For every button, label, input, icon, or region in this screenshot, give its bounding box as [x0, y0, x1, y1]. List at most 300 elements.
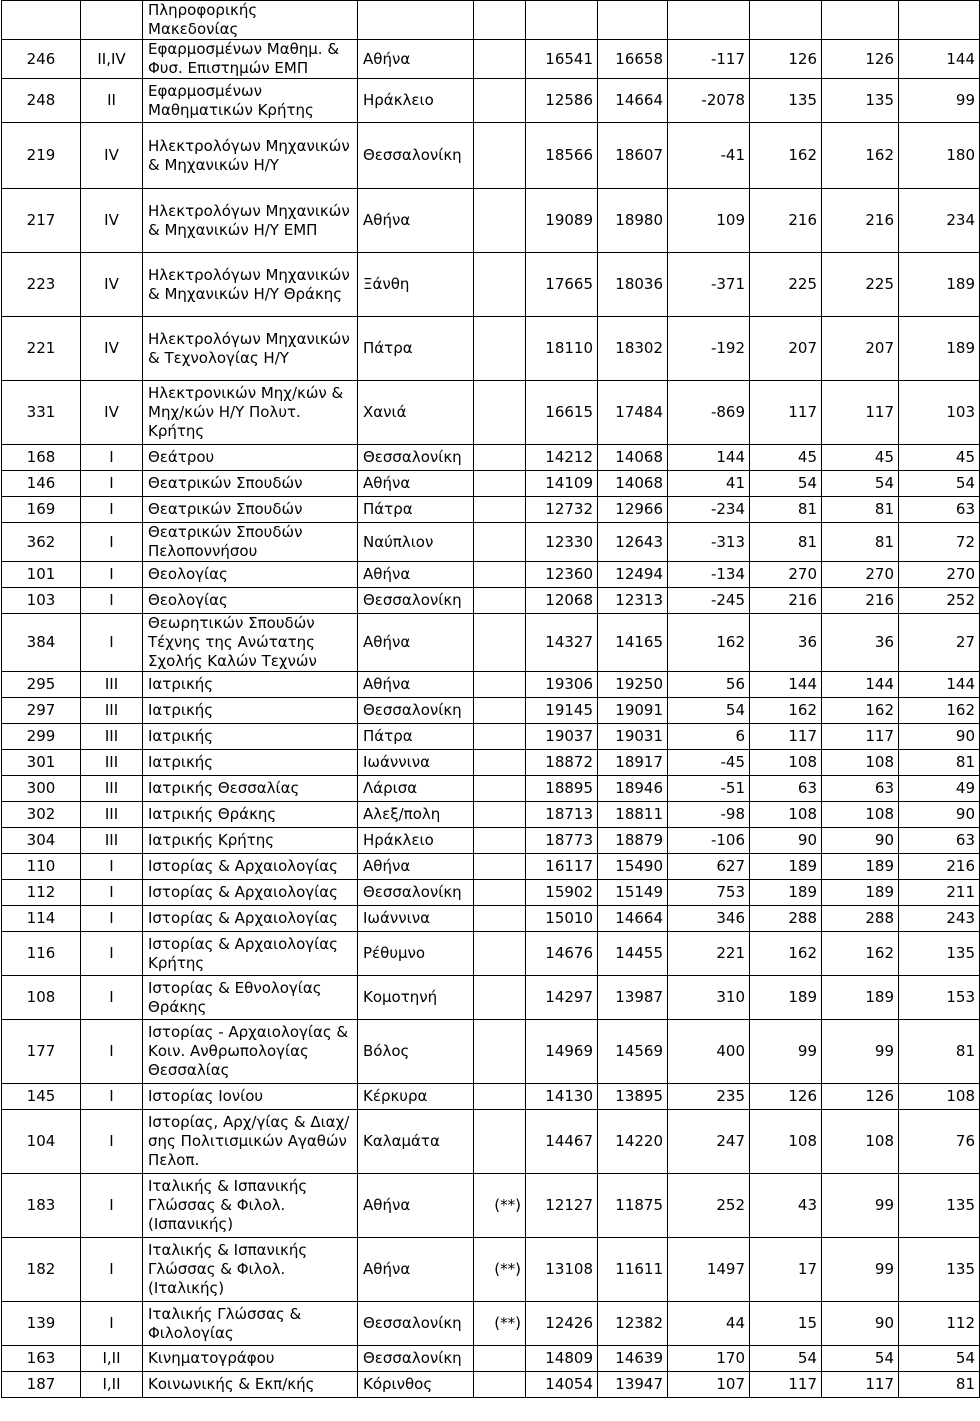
- row-note: [474, 189, 526, 253]
- row-department: Ηλεκτρολόγων Μηχανικών & Μηχανικών Η/Υ ΕΜΠ: [143, 189, 358, 253]
- row-places: 189: [750, 880, 822, 906]
- row-total-places: 135: [822, 79, 899, 123]
- table-row: [2, 828, 980, 854]
- row-code: 297: [2, 698, 81, 724]
- row-score-old: 14569: [598, 1020, 668, 1084]
- row-code: 362: [2, 523, 81, 562]
- table-row: [2, 1020, 980, 1084]
- row-entered: 54: [899, 471, 980, 497]
- row-code: 300: [2, 776, 81, 802]
- row-city: Κέρκυρα: [358, 1084, 474, 1110]
- table-row: [2, 1, 980, 40]
- row-places: 54: [750, 471, 822, 497]
- row-entered: 135: [899, 1238, 980, 1302]
- row-code: 221: [2, 317, 81, 381]
- row-note: [474, 1372, 526, 1398]
- row-code: 112: [2, 880, 81, 906]
- row-note: [474, 1110, 526, 1174]
- table-row: [2, 750, 980, 776]
- row-places: 270: [750, 562, 822, 588]
- row-code: 183: [2, 1174, 81, 1238]
- table-row: [2, 1372, 980, 1398]
- row-score-diff: 400: [668, 1020, 750, 1084]
- row-places: 189: [750, 854, 822, 880]
- row-department: Θεολογίας: [143, 588, 358, 614]
- row-score-new: 12330: [526, 523, 598, 562]
- table-row: [2, 932, 980, 976]
- row-places: 216: [750, 189, 822, 253]
- row-entered: 211: [899, 880, 980, 906]
- row-places: 207: [750, 317, 822, 381]
- row-note: [474, 802, 526, 828]
- row-score-new: 19037: [526, 724, 598, 750]
- row-note: [474, 932, 526, 976]
- row-total-places: [822, 1, 899, 40]
- row-score-diff: 247: [668, 1110, 750, 1174]
- row-entered: 81: [899, 1372, 980, 1398]
- row-score-new: 14297: [526, 976, 598, 1020]
- row-score-diff: -45: [668, 750, 750, 776]
- table-row: [2, 1346, 980, 1372]
- row-field: I: [81, 854, 143, 880]
- row-code: 331: [2, 381, 81, 445]
- row-department: Ιστορίας & Εθνολογίας Θράκης: [143, 976, 358, 1020]
- row-city: Ηράκλειο: [358, 828, 474, 854]
- row-note: [474, 1020, 526, 1084]
- row-score-new: 14130: [526, 1084, 598, 1110]
- row-places: 81: [750, 497, 822, 523]
- table-row: [2, 317, 980, 381]
- row-score-diff: 627: [668, 854, 750, 880]
- row-note: [474, 381, 526, 445]
- row-score-new: 16117: [526, 854, 598, 880]
- row-score-diff: 44: [668, 1302, 750, 1346]
- row-entered: 234: [899, 189, 980, 253]
- row-score-diff: -134: [668, 562, 750, 588]
- row-entered: 144: [899, 672, 980, 698]
- row-field: II: [81, 79, 143, 123]
- table-row: [2, 79, 980, 123]
- row-department: Ιατρικής Θράκης: [143, 802, 358, 828]
- row-note: [474, 317, 526, 381]
- row-total-places: 189: [822, 976, 899, 1020]
- row-city: Θεσσαλονίκη: [358, 698, 474, 724]
- row-note: [474, 523, 526, 562]
- row-department: Ιατρικής: [143, 724, 358, 750]
- row-score-old: 13987: [598, 976, 668, 1020]
- row-city: Ξάνθη: [358, 253, 474, 317]
- row-score-diff: 6: [668, 724, 750, 750]
- row-score-new: 14327: [526, 614, 598, 672]
- row-code: [2, 1, 81, 40]
- row-city: Ιωάννινα: [358, 750, 474, 776]
- row-city: Αθήνα: [358, 562, 474, 588]
- row-code: 384: [2, 614, 81, 672]
- row-field: I: [81, 880, 143, 906]
- row-city: Θεσσαλονίκη: [358, 880, 474, 906]
- row-places: 99: [750, 1020, 822, 1084]
- row-score-new: 14969: [526, 1020, 598, 1084]
- row-score-diff: 109: [668, 189, 750, 253]
- row-score-old: 18980: [598, 189, 668, 253]
- row-score-old: 18946: [598, 776, 668, 802]
- row-total-places: 117: [822, 1372, 899, 1398]
- row-note: [474, 854, 526, 880]
- row-department: Θεατρικών Σπουδών: [143, 497, 358, 523]
- row-total-places: 63: [822, 776, 899, 802]
- row-entered: 81: [899, 1020, 980, 1084]
- row-note: [474, 1, 526, 40]
- row-code: 163: [2, 1346, 81, 1372]
- row-department: Ιταλικής & Ισπανικής Γλώσσας & Φιλολ.(Ιταλικής): [143, 1238, 358, 1302]
- row-field: II,IV: [81, 40, 143, 79]
- row-department: Ιατρικής: [143, 672, 358, 698]
- row-department: Ιστορίας, Αρχ/γίας & Διαχ/σης Πολιτισμικών Αγαθών Πελοπ.: [143, 1110, 358, 1174]
- table-row: [2, 523, 980, 562]
- row-total-places: 270: [822, 562, 899, 588]
- row-total-places: 144: [822, 672, 899, 698]
- row-places: 162: [750, 932, 822, 976]
- row-code: 114: [2, 906, 81, 932]
- row-note: [474, 672, 526, 698]
- table-row: [2, 40, 980, 79]
- row-score-old: 16658: [598, 40, 668, 79]
- row-entered: 189: [899, 317, 980, 381]
- row-score-old: 11611: [598, 1238, 668, 1302]
- row-score-diff: -41: [668, 123, 750, 189]
- table-row: [2, 614, 980, 672]
- row-code: 146: [2, 471, 81, 497]
- row-code: 101: [2, 562, 81, 588]
- row-score-old: 17484: [598, 381, 668, 445]
- row-entered: 49: [899, 776, 980, 802]
- row-entered: 72: [899, 523, 980, 562]
- row-score-new: 16615: [526, 381, 598, 445]
- table-row: [2, 562, 980, 588]
- row-entered: 216: [899, 854, 980, 880]
- row-note: [474, 445, 526, 471]
- row-places: 17: [750, 1238, 822, 1302]
- row-department: Ιατρικής Κρήτης: [143, 828, 358, 854]
- row-score-diff: -234: [668, 497, 750, 523]
- row-code: 248: [2, 79, 81, 123]
- row-score-old: 12966: [598, 497, 668, 523]
- row-note: (**): [474, 1302, 526, 1346]
- row-department: Θεωρητικών Σπουδών Τέχνης της Ανώτατης Σχολής Καλών Τεχνών: [143, 614, 358, 672]
- row-score-old: 19031: [598, 724, 668, 750]
- row-score-new: 17665: [526, 253, 598, 317]
- row-score-diff: 162: [668, 614, 750, 672]
- table-row: [2, 1174, 980, 1238]
- row-department: Ιστορίας & Αρχαιολογίας Κρήτης: [143, 932, 358, 976]
- row-score-old: 12643: [598, 523, 668, 562]
- row-score-new: 14809: [526, 1346, 598, 1372]
- row-note: [474, 750, 526, 776]
- table-row: [2, 445, 980, 471]
- row-score-old: 19091: [598, 698, 668, 724]
- row-code: 139: [2, 1302, 81, 1346]
- row-total-places: 90: [822, 828, 899, 854]
- row-entered: 162: [899, 698, 980, 724]
- row-note: [474, 698, 526, 724]
- row-total-places: 126: [822, 1084, 899, 1110]
- row-department: Ιστορίας & Αρχαιολογίας: [143, 880, 358, 906]
- row-total-places: 81: [822, 523, 899, 562]
- row-city: Βόλος: [358, 1020, 474, 1084]
- row-score-old: 18036: [598, 253, 668, 317]
- row-places: 189: [750, 976, 822, 1020]
- row-code: 104: [2, 1110, 81, 1174]
- row-code: 108: [2, 976, 81, 1020]
- row-score-old: 18607: [598, 123, 668, 189]
- row-entered: 243: [899, 906, 980, 932]
- row-score-new: 12360: [526, 562, 598, 588]
- row-city: Πάτρα: [358, 497, 474, 523]
- row-score-new: 18566: [526, 123, 598, 189]
- row-field: I: [81, 976, 143, 1020]
- table-row: [2, 588, 980, 614]
- row-entered: 189: [899, 253, 980, 317]
- table-row: [2, 471, 980, 497]
- row-city: Ναύπλιον: [358, 523, 474, 562]
- table-row: [2, 672, 980, 698]
- row-total-places: 54: [822, 1346, 899, 1372]
- row-score-new: 14467: [526, 1110, 598, 1174]
- row-department: Θεατρικών Σπουδών Πελοποννήσου: [143, 523, 358, 562]
- row-code: 169: [2, 497, 81, 523]
- table-body: [2, 1, 980, 1398]
- row-score-old: 19250: [598, 672, 668, 698]
- row-code: 219: [2, 123, 81, 189]
- row-score-diff: -869: [668, 381, 750, 445]
- row-total-places: 108: [822, 1110, 899, 1174]
- row-score-old: 14455: [598, 932, 668, 976]
- row-field: I: [81, 1084, 143, 1110]
- row-code: 301: [2, 750, 81, 776]
- row-score-diff: 235: [668, 1084, 750, 1110]
- row-code: 223: [2, 253, 81, 317]
- row-places: 117: [750, 1372, 822, 1398]
- row-score-diff: -106: [668, 828, 750, 854]
- row-score-old: 18302: [598, 317, 668, 381]
- row-places: 45: [750, 445, 822, 471]
- row-score-old: 14165: [598, 614, 668, 672]
- row-score-new: 14676: [526, 932, 598, 976]
- row-field: I: [81, 614, 143, 672]
- row-score-new: 12732: [526, 497, 598, 523]
- row-score-diff: 753: [668, 880, 750, 906]
- row-entered: 63: [899, 828, 980, 854]
- row-city: Θεσσαλονίκη: [358, 1346, 474, 1372]
- row-total-places: 99: [822, 1174, 899, 1238]
- row-score-diff: -2078: [668, 79, 750, 123]
- row-places: 117: [750, 381, 822, 445]
- row-field: I: [81, 445, 143, 471]
- row-note: (**): [474, 1238, 526, 1302]
- row-city: Αθήνα: [358, 189, 474, 253]
- row-field: III: [81, 802, 143, 828]
- row-score-old: 18917: [598, 750, 668, 776]
- row-score-new: 15902: [526, 880, 598, 906]
- row-entered: 99: [899, 79, 980, 123]
- row-total-places: 225: [822, 253, 899, 317]
- row-city: Θεσσαλονίκη: [358, 123, 474, 189]
- table-row: [2, 802, 980, 828]
- row-code: 145: [2, 1084, 81, 1110]
- row-places: 162: [750, 698, 822, 724]
- row-field: I: [81, 1302, 143, 1346]
- table-row: [2, 776, 980, 802]
- row-score-old: 12494: [598, 562, 668, 588]
- row-field: IV: [81, 253, 143, 317]
- row-city: Αθήνα: [358, 1174, 474, 1238]
- row-city: Ηράκλειο: [358, 79, 474, 123]
- row-entered: 54: [899, 1346, 980, 1372]
- row-score-old: 15149: [598, 880, 668, 906]
- row-score-diff: -51: [668, 776, 750, 802]
- row-score-diff: -313: [668, 523, 750, 562]
- row-entered: 76: [899, 1110, 980, 1174]
- row-field: I: [81, 1238, 143, 1302]
- row-total-places: 81: [822, 497, 899, 523]
- row-places: 63: [750, 776, 822, 802]
- row-field: I: [81, 562, 143, 588]
- row-total-places: 108: [822, 802, 899, 828]
- row-total-places: 45: [822, 445, 899, 471]
- row-places: 126: [750, 40, 822, 79]
- row-score-old: 18879: [598, 828, 668, 854]
- row-field: III: [81, 698, 143, 724]
- row-entered: 45: [899, 445, 980, 471]
- row-score-old: [598, 1, 668, 40]
- row-total-places: 207: [822, 317, 899, 381]
- row-places: [750, 1, 822, 40]
- row-places: 135: [750, 79, 822, 123]
- row-field: I: [81, 523, 143, 562]
- row-score-old: 11875: [598, 1174, 668, 1238]
- admission-scores-table: [1, 0, 980, 1398]
- row-field: I: [81, 1174, 143, 1238]
- row-code: 177: [2, 1020, 81, 1084]
- row-city: Θεσσαλονίκη: [358, 445, 474, 471]
- row-entered: 153: [899, 976, 980, 1020]
- row-department: Θεάτρου: [143, 445, 358, 471]
- row-entered: 90: [899, 802, 980, 828]
- row-entered: 135: [899, 932, 980, 976]
- row-field: I,II: [81, 1346, 143, 1372]
- row-places: 108: [750, 802, 822, 828]
- row-department: Πληροφορικής Μακεδονίας: [143, 1, 358, 40]
- row-score-diff: -192: [668, 317, 750, 381]
- row-code: 302: [2, 802, 81, 828]
- row-note: [474, 40, 526, 79]
- row-entered: 81: [899, 750, 980, 776]
- row-city: Λάρισα: [358, 776, 474, 802]
- table-row: [2, 724, 980, 750]
- row-score-diff: 54: [668, 698, 750, 724]
- row-total-places: 90: [822, 1302, 899, 1346]
- row-code: 299: [2, 724, 81, 750]
- row-score-new: 18895: [526, 776, 598, 802]
- row-field: IV: [81, 381, 143, 445]
- row-places: 288: [750, 906, 822, 932]
- row-total-places: 189: [822, 854, 899, 880]
- row-places: 36: [750, 614, 822, 672]
- table-row: [2, 1110, 980, 1174]
- row-places: 162: [750, 123, 822, 189]
- row-score-new: 18110: [526, 317, 598, 381]
- row-score-old: 13895: [598, 1084, 668, 1110]
- row-note: [474, 1346, 526, 1372]
- row-code: 110: [2, 854, 81, 880]
- row-department: Ιστορίας Ιονίου: [143, 1084, 358, 1110]
- row-city: Αθήνα: [358, 614, 474, 672]
- row-score-new: 14109: [526, 471, 598, 497]
- row-entered: 252: [899, 588, 980, 614]
- row-score-diff: 56: [668, 672, 750, 698]
- row-places: 144: [750, 672, 822, 698]
- table-row: [2, 253, 980, 317]
- row-department: Ιταλικής & Ισπανικής Γλώσσας & Φιλολ. (Ισπανικής): [143, 1174, 358, 1238]
- row-note: [474, 724, 526, 750]
- row-total-places: 36: [822, 614, 899, 672]
- row-city: Χανιά: [358, 381, 474, 445]
- row-code: 168: [2, 445, 81, 471]
- row-score-new: 12586: [526, 79, 598, 123]
- table-row: [2, 1238, 980, 1302]
- row-code: 295: [2, 672, 81, 698]
- row-field: I: [81, 932, 143, 976]
- row-note: [474, 588, 526, 614]
- row-department: Εφαρμοσμένων Μαθηματικών Κρήτης: [143, 79, 358, 123]
- row-city: Αθήνα: [358, 40, 474, 79]
- row-total-places: 99: [822, 1020, 899, 1084]
- row-total-places: 108: [822, 750, 899, 776]
- row-places: 108: [750, 1110, 822, 1174]
- row-city: Κομοτηνή: [358, 976, 474, 1020]
- row-city: Θεσσαλονίκη: [358, 588, 474, 614]
- row-department: Εφαρμοσμένων Μαθημ. & Φυσ. Επιστημών ΕΜΠ: [143, 40, 358, 79]
- row-entered: 90: [899, 724, 980, 750]
- row-places: 54: [750, 1346, 822, 1372]
- table-row: [2, 906, 980, 932]
- row-places: 108: [750, 750, 822, 776]
- row-field: III: [81, 672, 143, 698]
- row-note: [474, 79, 526, 123]
- row-city: Κόρινθος: [358, 1372, 474, 1398]
- table-row: [2, 1084, 980, 1110]
- row-department: Ηλεκτρολόγων Μηχανικών & Μηχανικών Η/Υ: [143, 123, 358, 189]
- row-total-places: 126: [822, 40, 899, 79]
- row-score-diff: 144: [668, 445, 750, 471]
- row-score-new: 16541: [526, 40, 598, 79]
- row-note: (**): [474, 1174, 526, 1238]
- row-field: III: [81, 828, 143, 854]
- row-code: 304: [2, 828, 81, 854]
- row-note: [474, 471, 526, 497]
- row-field: I: [81, 471, 143, 497]
- row-score-new: 12127: [526, 1174, 598, 1238]
- row-city: Αθήνα: [358, 1238, 474, 1302]
- row-score-old: 14068: [598, 471, 668, 497]
- row-city: Πάτρα: [358, 317, 474, 381]
- row-department: Ιατρικής Θεσσαλίας: [143, 776, 358, 802]
- row-entered: 27: [899, 614, 980, 672]
- row-code: 103: [2, 588, 81, 614]
- row-field: III: [81, 776, 143, 802]
- table-row: [2, 698, 980, 724]
- row-score-old: 13947: [598, 1372, 668, 1398]
